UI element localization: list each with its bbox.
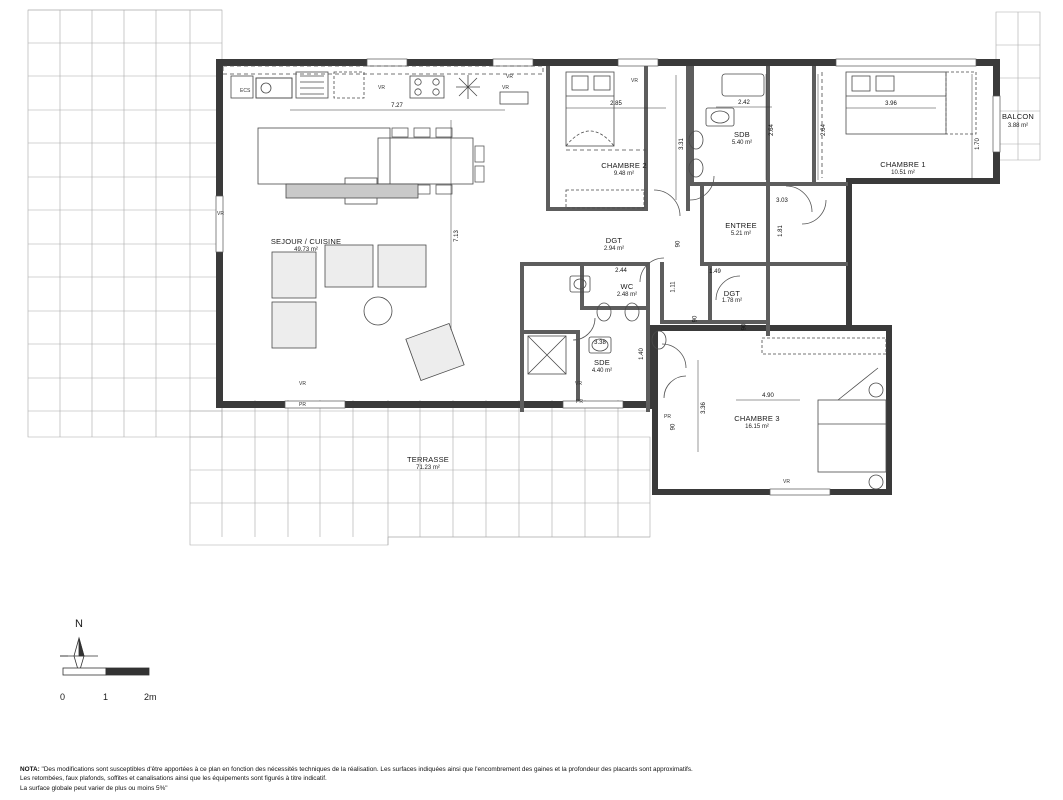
- room-name-5: ENTREE: [725, 221, 757, 230]
- room-name-7: WC: [620, 282, 634, 291]
- annotation-9: PR: [299, 402, 306, 408]
- annotation-7: VR: [783, 479, 790, 485]
- scale-tick-1: 1: [103, 692, 109, 702]
- bedroom2-furniture: [566, 72, 646, 208]
- room-name-8: DGT: [723, 289, 741, 298]
- room-name-2: CHAMBRE 1: [880, 160, 926, 169]
- room-area-8: 1.78 m²: [721, 298, 743, 304]
- annotation-3: VR: [506, 74, 513, 80]
- annotation-2: VR: [502, 85, 509, 91]
- nota-line-1: Les retombées, faux plafonds, soffites et canalisations ainsi que les équipements sont figurés à titre indicatif.: [20, 775, 327, 783]
- dimension-v-4: 1.70: [974, 138, 981, 150]
- room-name-4: SDB: [733, 130, 751, 139]
- room-name-9: SDE: [593, 358, 611, 367]
- dimension-v-10: 3.36: [700, 402, 707, 414]
- annotation-10: PR: [576, 399, 583, 405]
- scale-bar: [63, 668, 149, 675]
- dimension-v-2: 2.64: [768, 124, 775, 136]
- room-area-9: 4.40 m²: [591, 368, 613, 374]
- dimension-v-1: 3.31: [678, 138, 685, 150]
- room-area-0: 49.73 m²: [294, 247, 318, 253]
- room-area-5: 5.21 m²: [730, 231, 752, 237]
- dimension-h-6: 1.49: [709, 269, 721, 275]
- room-name-10: TERRASSE: [406, 455, 450, 464]
- scale-tick-2: 2m: [144, 692, 157, 702]
- room-area-7: 2.48 m²: [616, 292, 638, 298]
- dimension-v-7: 1.11: [670, 281, 677, 293]
- room-name-6: DGT: [605, 236, 623, 245]
- annotation-6: VR: [575, 381, 582, 387]
- dimension-h-7: 3.38: [594, 340, 606, 346]
- annotation-11: PR: [664, 414, 671, 420]
- nota-prefix: NOTA:: [20, 766, 40, 773]
- nota-line-2: La surface globale peut varier de plus ou moins 5%": [20, 784, 168, 792]
- annotation-0: ECS: [240, 88, 251, 94]
- dimension-v-6: 1.81: [777, 225, 784, 237]
- dimension-h-4: 3.03: [776, 198, 788, 204]
- balcony-grid: [996, 12, 1040, 160]
- room-area-10: 71.23 m²: [416, 465, 440, 471]
- dimension-h-3: 3.96: [885, 101, 897, 107]
- dimension-v-5: 90: [675, 240, 682, 248]
- dimension-v-0: 7.13: [453, 230, 460, 242]
- room-name-11: BALCON: [1001, 112, 1035, 121]
- bedroom3-furniture: [762, 338, 886, 489]
- annotation-4: VR: [631, 78, 638, 84]
- dimension-h-0: 7.27: [391, 103, 403, 109]
- room-area-1: 9.48 m²: [613, 171, 635, 177]
- annotation-5: VR: [299, 381, 306, 387]
- room-area-4: 5.40 m²: [731, 140, 753, 146]
- room-area-11: 3.88 m²: [1007, 123, 1029, 129]
- room-name-0: SEJOUR / CUISINE: [270, 237, 342, 246]
- room-area-3: 16.15 m²: [745, 424, 769, 430]
- room-name-3: CHAMBRE 3: [734, 414, 780, 423]
- dimension-v-12: 90: [741, 323, 748, 331]
- annotation-8: VR: [217, 211, 224, 217]
- north-label: N: [75, 618, 83, 630]
- dimension-h-2: 2.42: [738, 100, 750, 106]
- room-area-6: 2.94 m²: [603, 246, 625, 252]
- dimension-v-8: 90: [692, 315, 699, 323]
- dimension-h-8: 4.90: [762, 393, 774, 399]
- room-area-2: 10.51 m²: [891, 170, 915, 176]
- dimension-v-3: 2.64: [820, 124, 827, 136]
- dimension-v-9: 1.40: [638, 348, 645, 360]
- living-furniture: [258, 128, 484, 381]
- dimension-h-5: 2.44: [615, 268, 627, 274]
- scale-tick-0: 0: [60, 692, 66, 702]
- room-name-1: CHAMBRE 2: [601, 161, 647, 170]
- annotation-1: VR: [378, 85, 385, 91]
- nota-block: [20, 765, 1040, 793]
- dimension-v-11: 90: [670, 423, 677, 431]
- nota-line-0: "Des modifications sont susceptibles d'être apportées à ce plan en fonction des nécessités techniques de la réalisation. Les surfaces indiquées ainsi que l'encombrement des gaines et la profondeur des placards sont approximatifs.: [41, 766, 693, 773]
- dimension-h-1: 2.85: [610, 101, 622, 107]
- interior-walls: [520, 66, 848, 412]
